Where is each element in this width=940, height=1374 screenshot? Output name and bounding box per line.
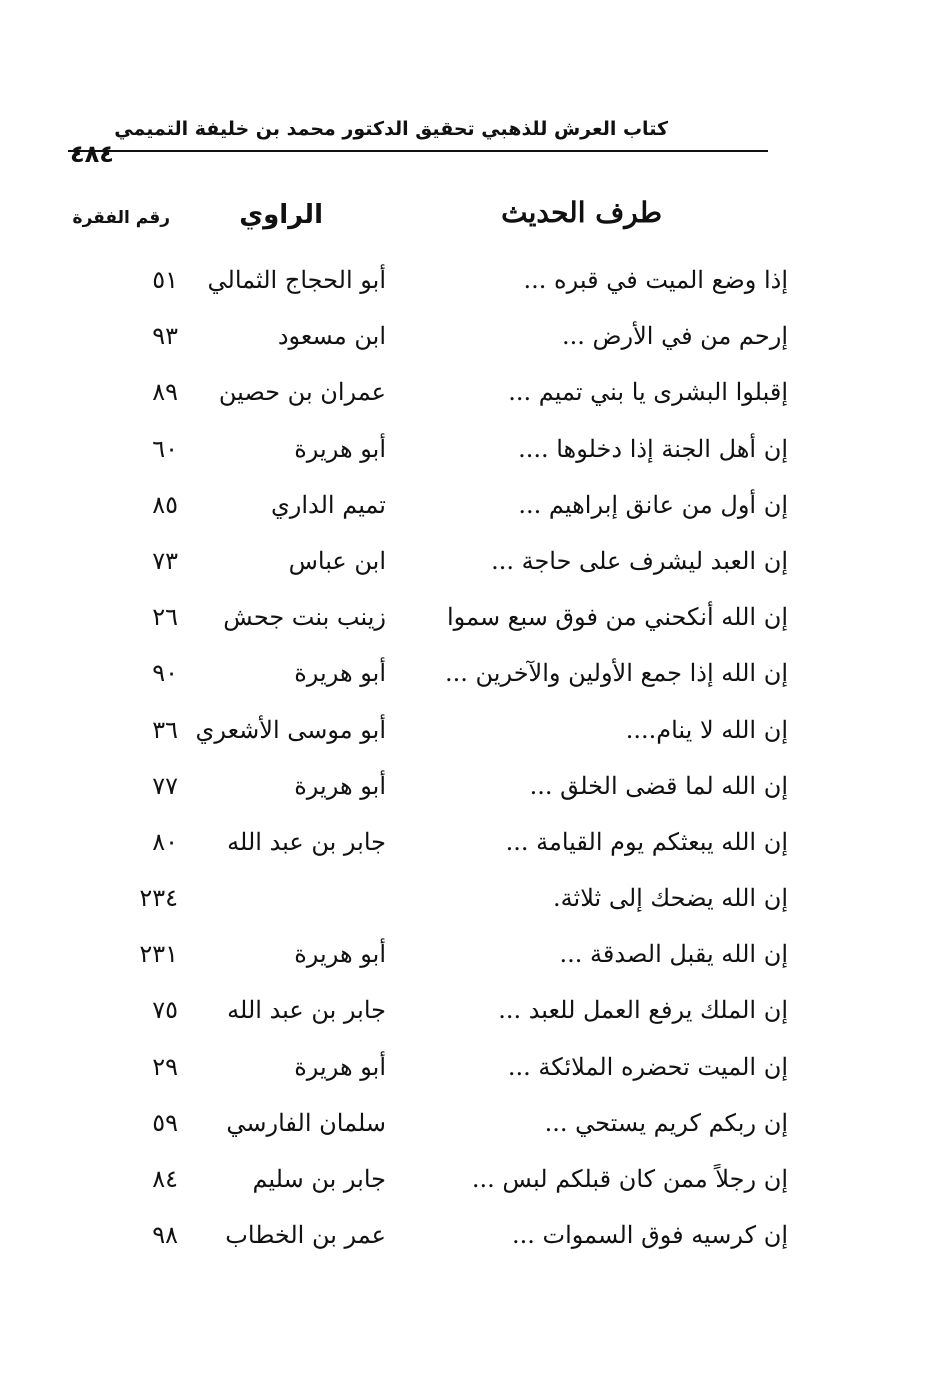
hadith-cell: إن الله إذا جمع الأولين والآخرين ... [445, 659, 788, 688]
table-row [0, 310, 940, 366]
narrator-cell: ابن عباس [288, 546, 386, 575]
table-row [0, 816, 940, 872]
paragraph-number-cell: ٥٩ [152, 1108, 178, 1137]
table-row [0, 254, 940, 310]
paragraph-number-cell: ٩٣ [152, 322, 178, 351]
hadith-cell: إن العبد ليشرف على حاجة ... [491, 546, 788, 575]
running-title: كتاب العرش للذهبي تحقيق الدكتور محمد بن خليفة التميمي [114, 118, 668, 140]
paragraph-number-cell: ٢٣٤ [139, 884, 178, 913]
hadith-cell: إرحم من في الأرض ... [561, 322, 788, 351]
narrator-cell: أبو الحجاج الثمالي [207, 266, 386, 294]
table-row [0, 423, 940, 479]
hadith-cell: إن أهل الجنة إذا دخلوها .... [518, 434, 788, 463]
hadith-cell: إن الله لا ينام.... [625, 715, 788, 744]
hadith-cell: إن الملك يرفع العمل للعبد ... [498, 996, 788, 1025]
hadith-cell: إن أول من عانق إبراهيم ... [518, 490, 788, 519]
narrator-cell: أبو هريرة [294, 659, 386, 688]
narrator-cell: عمران بن حصين [218, 378, 386, 407]
narrator-cell: أبو هريرة [294, 1052, 386, 1081]
paragraph-number-cell: ٢٦ [152, 603, 178, 632]
paragraph-number-cell: ٢٣١ [139, 940, 178, 969]
column-header-paragraph: رقم الفقرة [72, 208, 170, 228]
column-header-hadith: طرف الحديث [501, 196, 662, 229]
hadith-cell: إن الله أنكحني من فوق سبع سموا [447, 603, 788, 632]
hadith-cell: إن الله يقبل الصدقة ... [559, 940, 788, 969]
narrator-cell: ابن مسعود [277, 322, 386, 351]
narrator-cell: أبو هريرة [294, 434, 386, 463]
table-row [0, 1041, 940, 1097]
paragraph-number-cell: ٩٨ [152, 1221, 178, 1250]
paragraph-number-cell: ٧٥ [152, 996, 178, 1025]
paragraph-number-cell: ٨٠ [152, 827, 178, 856]
hadith-cell: إن الله يضحك إلى ثلاثة. [553, 884, 788, 913]
paragraph-number-cell: ٧٧ [152, 771, 178, 800]
paragraph-number-cell: ٣٦ [152, 715, 178, 744]
hadith-index-table [0, 254, 940, 1265]
narrator-cell: أبو موسى الأشعري [195, 715, 386, 744]
paragraph-number-cell: ٨٥ [152, 490, 178, 519]
paragraph-number-cell: ٨٩ [152, 378, 178, 407]
narrator-cell: تميم الداري [270, 490, 386, 519]
narrator-cell: جابر بن عبد الله [227, 827, 386, 856]
table-row [0, 479, 940, 535]
table-row [0, 984, 940, 1040]
paragraph-number-cell: ٩٠ [152, 659, 178, 688]
hadith-cell: إقبلوا البشرى يا بني تميم ... [508, 378, 788, 407]
narrator-cell: عمر بن الخطاب [225, 1221, 386, 1250]
narrator-cell: أبو هريرة [294, 771, 386, 800]
paragraph-number-cell: ٥١ [152, 266, 178, 294]
column-header-narrator: الراوي [239, 200, 323, 230]
hadith-cell: إن رجلاً ممن كان قبلكم لبس ... [471, 1165, 788, 1193]
narrator-cell: جابر بن سليم [252, 1165, 386, 1193]
table-row [0, 1153, 940, 1209]
hadith-cell: إن الميت تحضره الملائكة ... [507, 1052, 788, 1081]
paragraph-number-cell: ٢٩ [152, 1052, 178, 1081]
table-row [0, 1209, 940, 1265]
table-row [0, 591, 940, 647]
hadith-cell: إذا وضع الميت في قبره ... [523, 266, 788, 294]
hadith-cell: إن كرسيه فوق السموات ... [512, 1221, 788, 1250]
table-row [0, 366, 940, 422]
table-row [0, 1097, 940, 1153]
page-number: ٤٨٤ [70, 140, 114, 168]
table-row [0, 760, 940, 816]
table-row [0, 535, 940, 591]
header-rule [68, 150, 768, 152]
table-row [0, 872, 940, 928]
table-row [0, 704, 940, 760]
table-row [0, 928, 940, 984]
narrator-cell: زينب بنت جحش [223, 603, 386, 632]
hadith-cell: إن الله يبعثكم يوم القيامة ... [505, 827, 788, 856]
paragraph-number-cell: ٧٣ [152, 546, 178, 575]
paragraph-number-cell: ٨٤ [152, 1165, 178, 1193]
hadith-cell: إن الله لما قضى الخلق ... [529, 771, 788, 800]
narrator-cell: جابر بن عبد الله [227, 996, 386, 1025]
narrator-cell: سلمان الفارسي [226, 1108, 386, 1137]
hadith-cell: إن ربكم كريم يستحي ... [544, 1108, 788, 1137]
table-row [0, 647, 940, 703]
paragraph-number-cell: ٦٠ [152, 434, 178, 463]
narrator-cell: أبو هريرة [294, 940, 386, 969]
